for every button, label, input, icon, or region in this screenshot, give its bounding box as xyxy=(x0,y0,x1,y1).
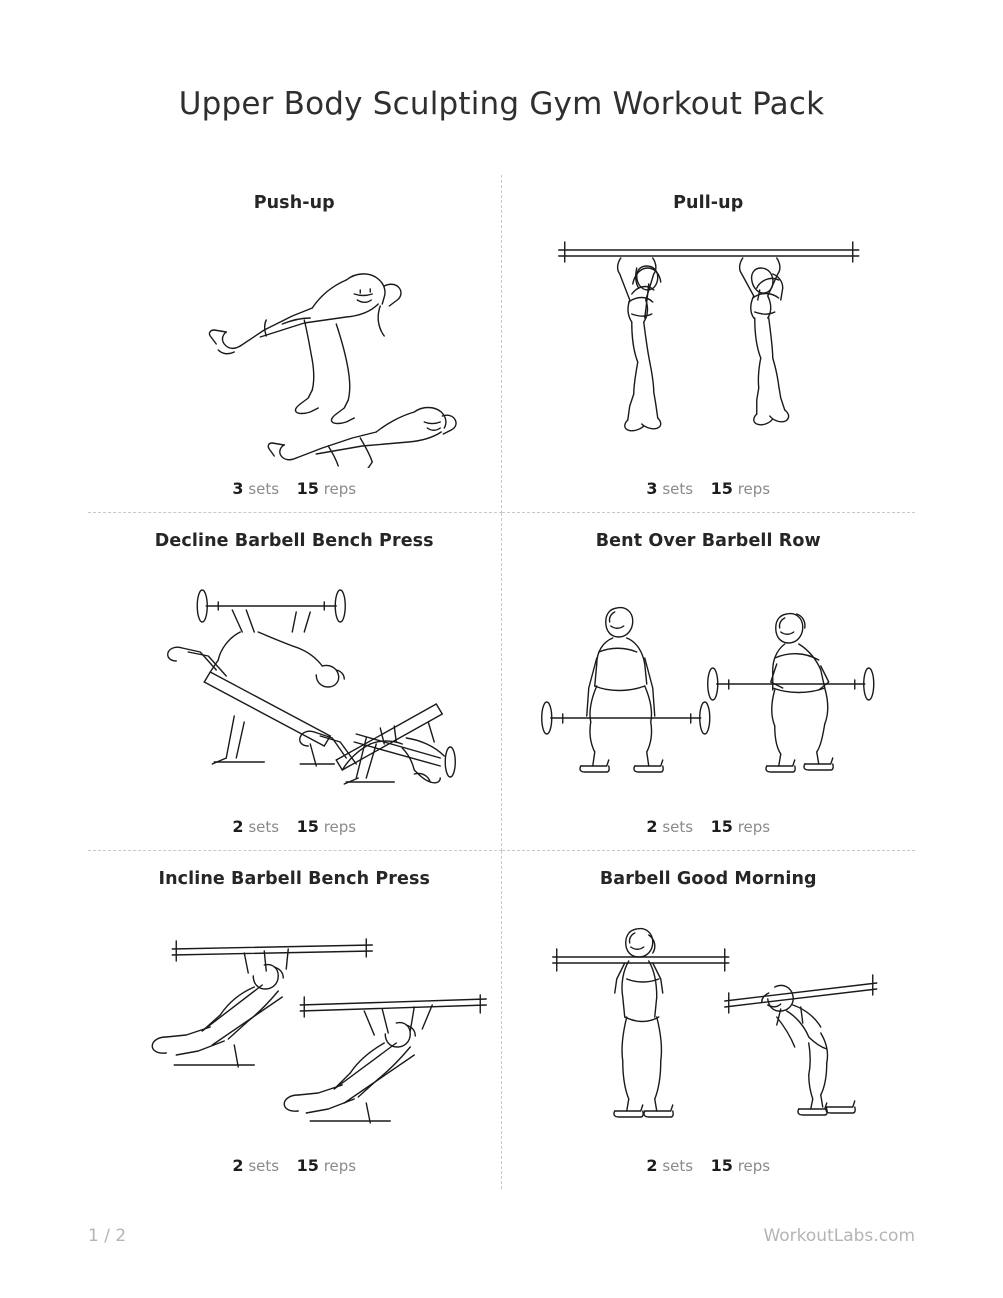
reps-label: reps xyxy=(737,1157,771,1176)
reps-value: 15 xyxy=(296,479,319,499)
exercise-title: Barbell Good Morning xyxy=(599,869,817,890)
page-number: 1 / 2 xyxy=(88,1226,127,1246)
page-title: Upper Body Sculpting Gym Workout Pack xyxy=(178,86,825,122)
reps-label: reps xyxy=(737,480,771,499)
reps-label: reps xyxy=(323,818,357,837)
pull-up-illustration xyxy=(512,219,906,477)
sets-label: sets xyxy=(662,818,694,837)
decline-barbell-bench-press-illustration xyxy=(98,557,491,815)
sets-value: 2 xyxy=(232,1156,244,1176)
sets-value: 3 xyxy=(646,479,658,499)
sets-value: 3 xyxy=(232,479,244,499)
reps-value: 15 xyxy=(296,817,319,837)
bent-over-barbell-row-illustration xyxy=(512,557,906,815)
sets-label: sets xyxy=(662,480,694,499)
exercise-card-barbell-good-morning xyxy=(502,851,916,1189)
push-up-illustration xyxy=(98,219,491,477)
sets-value: 2 xyxy=(646,1156,658,1176)
sets-value: 2 xyxy=(646,817,658,837)
incline-barbell-bench-press-illustration xyxy=(98,895,491,1154)
sets-label: sets xyxy=(248,818,280,837)
exercise-title: Bent Over Barbell Row xyxy=(595,531,821,552)
exercise-grid xyxy=(88,175,915,1189)
reps-value: 15 xyxy=(296,1156,319,1176)
reps-label: reps xyxy=(323,1157,357,1176)
sets-value: 2 xyxy=(232,817,244,837)
sets-label: sets xyxy=(248,480,280,499)
exercise-card-pull-up xyxy=(502,175,916,513)
exercise-card-decline-barbell-bench-press xyxy=(88,513,502,851)
exercise-title: Pull-up xyxy=(673,193,744,214)
reps-label: reps xyxy=(323,480,357,499)
exercise-title: Decline Barbell Bench Press xyxy=(154,531,434,552)
exercise-title: Incline Barbell Bench Press xyxy=(158,869,430,890)
exercise-sets-reps xyxy=(232,479,356,498)
reps-value: 15 xyxy=(710,817,733,837)
reps-label: reps xyxy=(737,818,771,837)
exercise-card-push-up xyxy=(88,175,502,513)
exercise-card-bent-over-barbell-row xyxy=(502,513,916,851)
exercise-sets-reps xyxy=(232,1156,356,1175)
exercise-title: Push-up xyxy=(253,193,335,214)
sets-label: sets xyxy=(662,1157,694,1176)
page-footer xyxy=(88,1226,915,1246)
reps-value: 15 xyxy=(710,479,733,499)
exercise-card-incline-barbell-bench-press xyxy=(88,851,502,1189)
reps-value: 15 xyxy=(710,1156,733,1176)
brand-watermark: WorkoutLabs.com xyxy=(763,1226,915,1246)
exercise-sets-reps xyxy=(646,1156,770,1175)
exercise-sets-reps xyxy=(232,817,356,836)
exercise-sets-reps xyxy=(646,817,770,836)
barbell-good-morning-illustration xyxy=(512,895,906,1154)
sets-label: sets xyxy=(248,1157,280,1176)
exercise-sets-reps xyxy=(646,479,770,498)
